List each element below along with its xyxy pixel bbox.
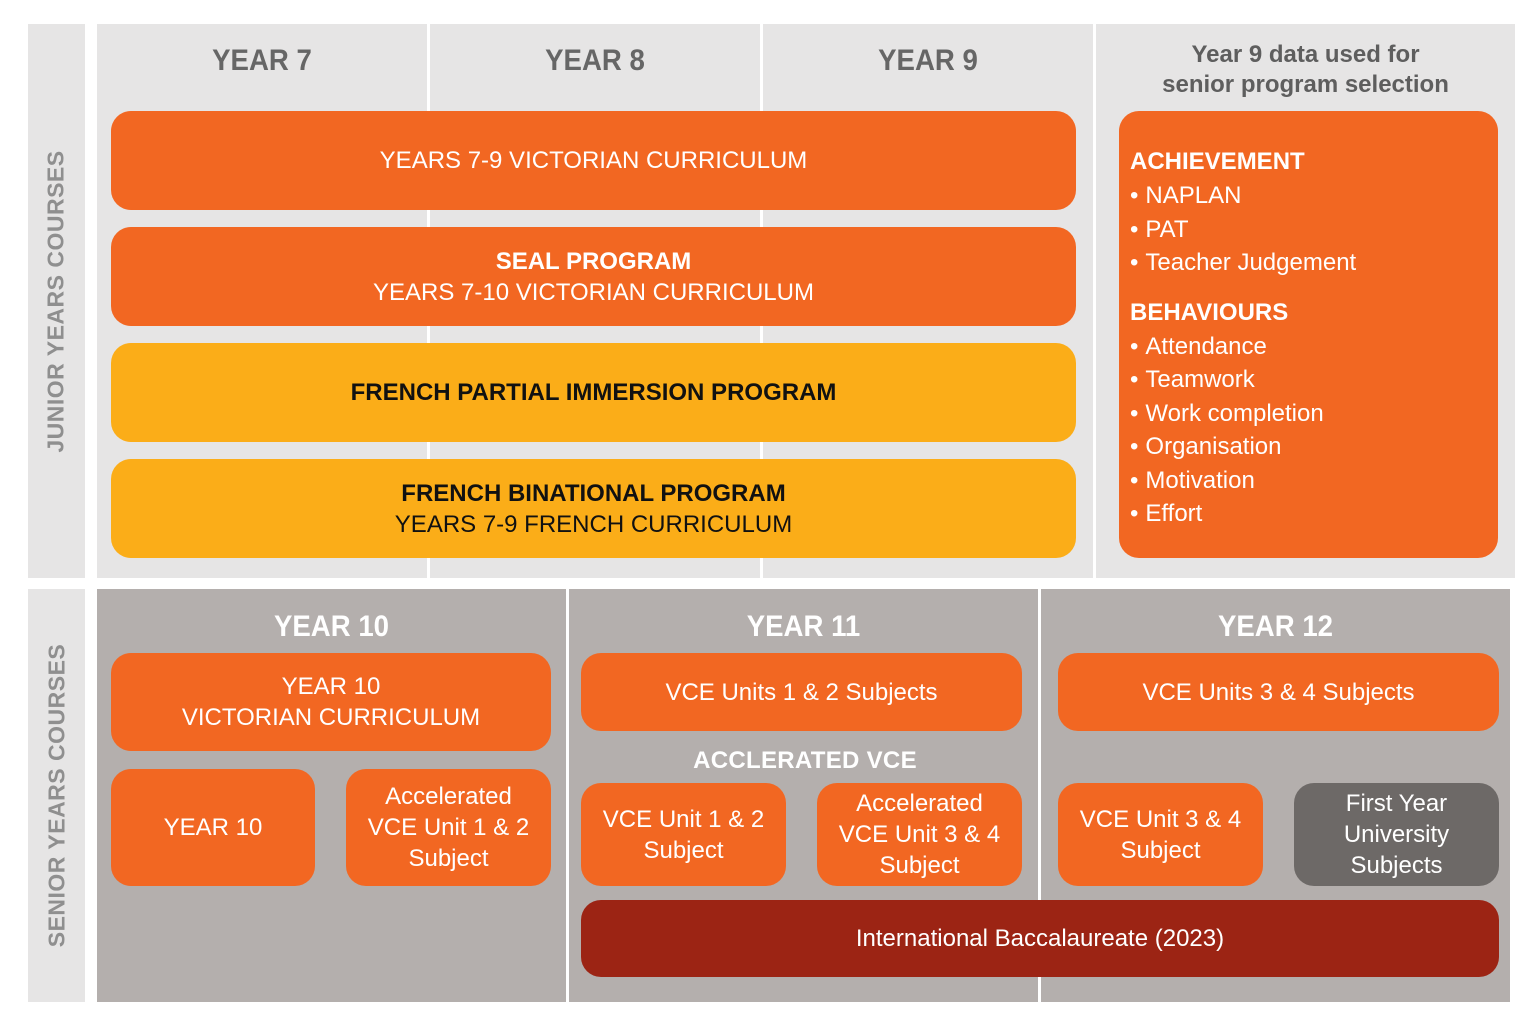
box-line: Accelerated bbox=[856, 790, 983, 817]
box-line: Subject bbox=[879, 852, 960, 879]
box-line: Subject bbox=[1120, 836, 1201, 864]
seal-program-title: SEAL PROGRAM bbox=[495, 247, 692, 275]
accelerated-vce-unit-1-2-box bbox=[346, 769, 551, 886]
selection-title-line-1: Year 9 data used for bbox=[1191, 41, 1420, 68]
vce-units-1-2-box bbox=[581, 653, 1022, 731]
senior-divider bbox=[566, 589, 569, 1002]
year-7-header: YEAR 7 bbox=[212, 44, 312, 77]
box-line: Subject bbox=[408, 845, 489, 872]
junior-band-label: JUNIOR YEARS COURSES bbox=[43, 149, 70, 453]
vce-units-3-4-box bbox=[1058, 653, 1499, 731]
year-8-header: YEAR 8 bbox=[545, 44, 645, 77]
box-line: Subject bbox=[643, 836, 724, 864]
behaviours-heading: BEHAVIOURS bbox=[1130, 298, 1289, 326]
junior-divider bbox=[1093, 24, 1096, 578]
box-line: University bbox=[1343, 821, 1450, 848]
behaviours-list bbox=[1130, 330, 1498, 531]
selection-title-line-2: senior program selection bbox=[1162, 71, 1449, 98]
box-line: VCE Unit 1 & 2 bbox=[367, 814, 530, 841]
year-10-vc-line-1: YEAR 10 bbox=[281, 673, 381, 700]
box-line: VCE Unit 1 & 2 bbox=[602, 805, 765, 833]
international-baccalaureate-bar bbox=[581, 900, 1499, 977]
selection-criteria-box bbox=[1119, 111, 1498, 558]
vce-unit-1-2-subject-box bbox=[581, 783, 786, 886]
victorian-curriculum-label: YEARS 7-9 VICTORIAN CURRICULUM bbox=[379, 147, 808, 174]
vce-units-1-2-label: VCE Units 1 & 2 Subjects bbox=[665, 678, 938, 706]
seal-program-subtitle: YEARS 7-10 VICTORIAN CURRICULUM bbox=[373, 278, 814, 306]
achievement-list bbox=[1130, 179, 1498, 280]
vce-unit-3-4-subject-box bbox=[1058, 783, 1263, 886]
list-item: • Teacher Judgement bbox=[1130, 246, 1498, 280]
year-10-standard-label: YEAR 10 bbox=[163, 814, 263, 841]
box-line: VCE Unit 3 & 4 bbox=[1079, 805, 1242, 833]
list-item: • Organisation bbox=[1130, 430, 1498, 464]
year-9-header: YEAR 9 bbox=[878, 44, 978, 77]
accelerated-vce-label: ACCLERATED VCE bbox=[693, 747, 917, 774]
achievement-heading: ACHIEVEMENT bbox=[1130, 148, 1305, 175]
list-item: • Effort bbox=[1130, 497, 1498, 531]
list-item: • Motivation bbox=[1130, 464, 1498, 498]
junior-band-side bbox=[28, 24, 85, 578]
list-item: • Attendance bbox=[1130, 330, 1498, 364]
accelerated-vce-unit-3-4-box bbox=[817, 783, 1022, 886]
first-year-university-box bbox=[1294, 783, 1499, 886]
year-10-victorian-curriculum-box bbox=[111, 653, 551, 751]
year-12-header: YEAR 12 bbox=[1217, 610, 1334, 643]
french-binational-subtitle: YEARS 7-9 FRENCH CURRICULUM bbox=[394, 510, 793, 538]
vce-units-3-4-label: VCE Units 3 & 4 Subjects bbox=[1142, 678, 1415, 706]
box-line: First Year bbox=[1345, 790, 1448, 817]
year-10-standard-box bbox=[111, 769, 315, 886]
french-partial-immersion-bar bbox=[111, 343, 1076, 442]
year-10-header: YEAR 10 bbox=[273, 610, 390, 643]
french-partial-immersion-label: FRENCH PARTIAL IMMERSION PROGRAM bbox=[350, 379, 837, 406]
box-line: Subjects bbox=[1350, 852, 1443, 879]
list-item: • PAT bbox=[1130, 213, 1498, 247]
seal-program-bar bbox=[111, 227, 1076, 326]
list-item: • Work completion bbox=[1130, 397, 1498, 431]
list-item: • Teamwork bbox=[1130, 363, 1498, 397]
year-11-header: YEAR 11 bbox=[746, 610, 861, 643]
international-baccalaureate-label: International Baccalaureate (2023) bbox=[855, 925, 1225, 952]
year-10-vc-line-2: VICTORIAN CURRICULUM bbox=[181, 704, 481, 731]
selection-title bbox=[1096, 40, 1515, 102]
french-binational-bar bbox=[111, 459, 1076, 558]
senior-band-side bbox=[28, 589, 85, 1002]
box-line: Accelerated bbox=[385, 783, 512, 810]
senior-band-label: SENIOR YEARS COURSES bbox=[43, 643, 69, 948]
list-item: • NAPLAN bbox=[1130, 179, 1498, 213]
french-binational-title: FRENCH BINATIONAL PROGRAM bbox=[401, 479, 786, 507]
box-line: VCE Unit 3 & 4 bbox=[838, 821, 1001, 848]
victorian-curriculum-7-9-bar bbox=[111, 111, 1076, 210]
